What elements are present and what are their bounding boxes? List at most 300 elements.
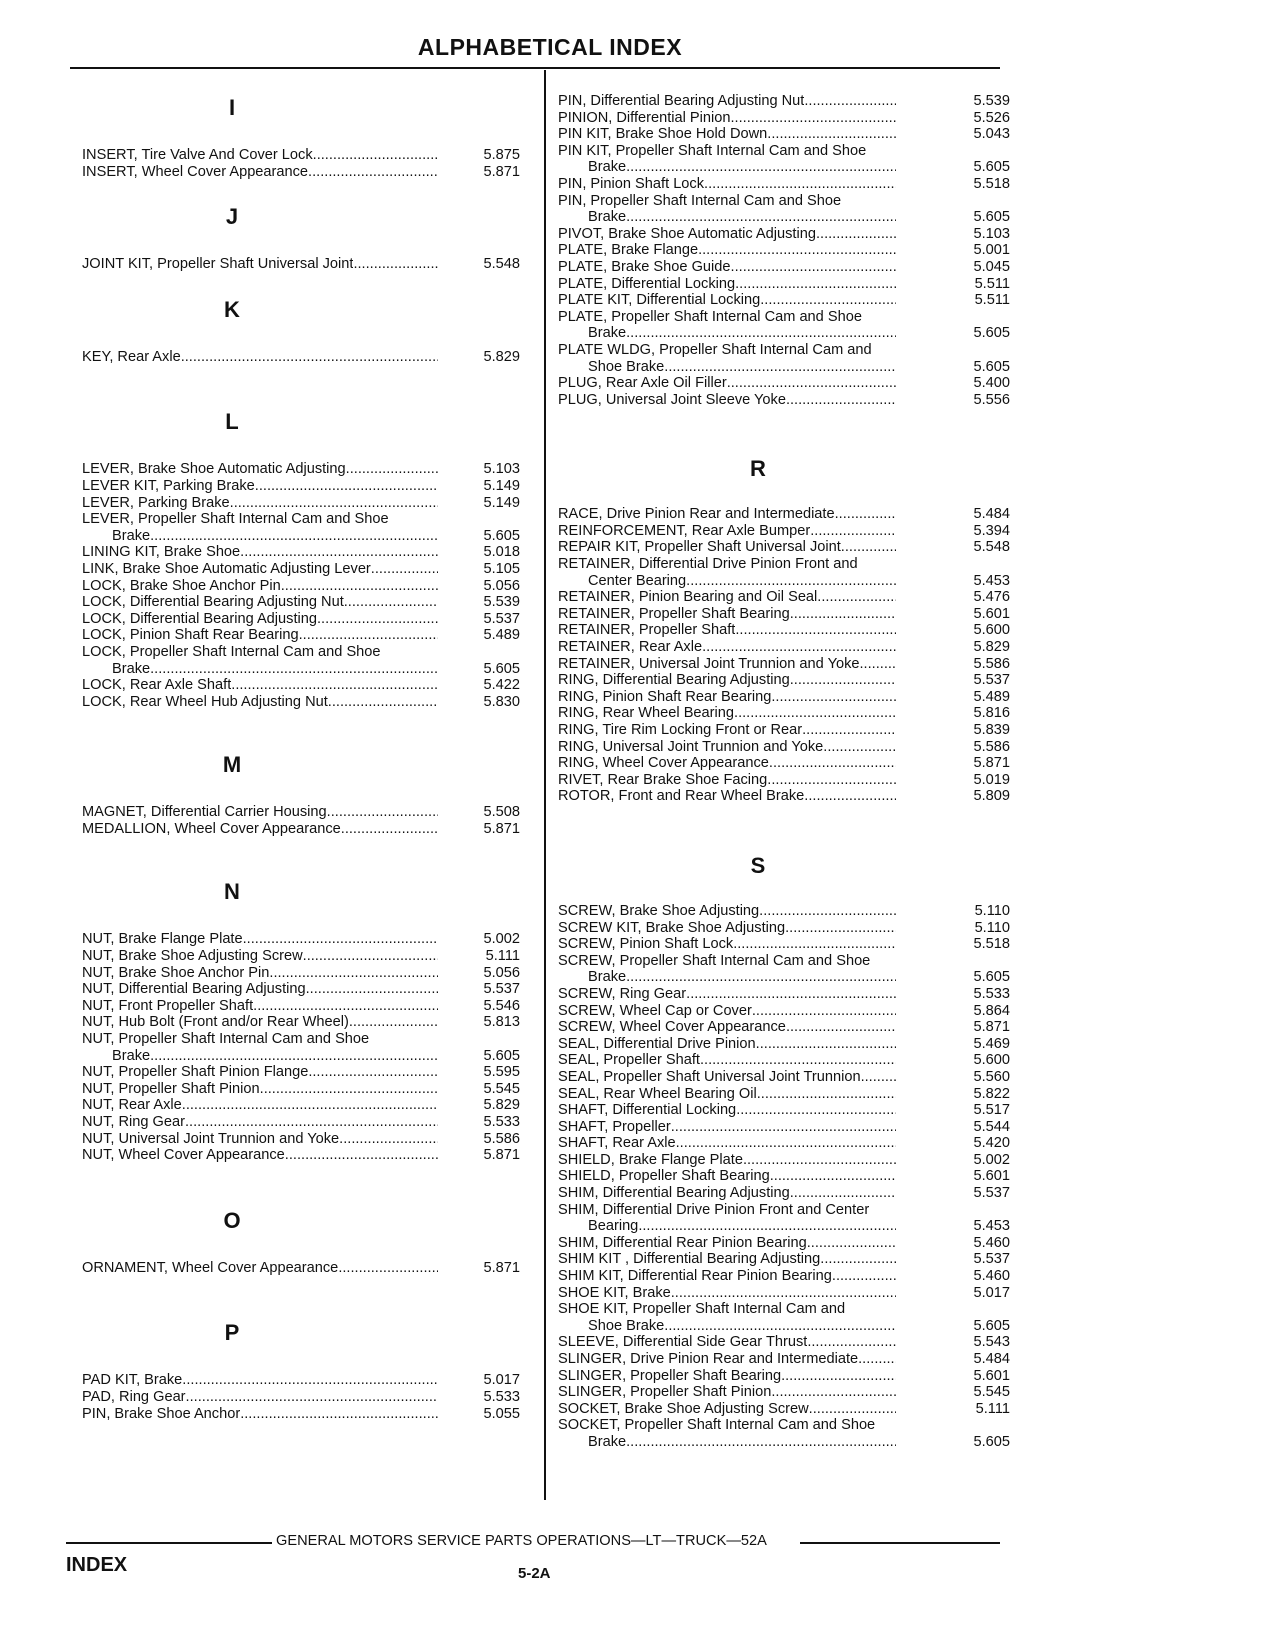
dot-leader [243,931,438,948]
index-entry-label: SHAFT, Rear Axle [558,1135,676,1152]
index-entry-label: SHIM, Differential Drive Pinion Front and Center [558,1201,870,1218]
index-entry [558,1119,1010,1136]
dot-leader [770,1168,897,1185]
index-entry-continuation: Bearing [588,1218,639,1235]
index-entry-page: 5.460 [973,1268,1010,1285]
index-entry-continuation: Brake [112,660,151,677]
index-entry [558,1434,1010,1451]
index-entry [558,1086,1010,1103]
dot-leader [255,478,438,495]
index-entry [82,561,534,578]
index-entry-page: 5.056 [483,964,520,981]
index-entry-label: RETAINER, Pinion Bearing and Oil Seal [558,589,818,606]
index-entry-page: 5.813 [483,1014,520,1031]
index-entry-page: 5.400 [973,375,1010,392]
index-entry-label: NUT, Universal Joint Trunnion and Yoke [82,1130,340,1147]
index-entry-page: 5.601 [973,605,1010,622]
index-entry [558,755,1010,772]
index-entry-page: 5.453 [973,1218,1010,1235]
index-entry [82,998,534,1015]
dot-leader [317,611,438,628]
index-entry [82,147,534,164]
index-entry [558,622,1010,639]
section-letter: S [750,852,766,878]
dot-leader [341,821,438,838]
index-entry-page: 5.605 [973,969,1010,986]
index-entry-page: 5.586 [973,738,1010,755]
index-entry [558,1069,1010,1086]
index-section [82,750,534,837]
index-entry-label: MEDALLION, Wheel Cover Appearance [82,820,341,837]
index-section [558,454,1010,805]
dot-leader [676,1135,897,1152]
index-entry [558,639,1010,656]
dot-leader [230,495,438,512]
index-entry-page: 5.111 [975,1400,1010,1417]
dot-leader [638,1218,896,1235]
index-entry-label: LOCK, Rear Wheel Hub Adjusting Nut [82,693,328,710]
index-entry [82,948,534,965]
dot-leader [299,627,438,644]
index-entry-page: 5.420 [973,1135,1010,1152]
index-entry [82,1147,534,1164]
index-entry-page: 5.871 [483,1147,520,1164]
index-entry-page: 5.548 [483,256,520,273]
index-entry-page: 5.539 [483,594,520,611]
index-entry [82,1389,534,1406]
index-entry [558,259,1010,276]
index-entry [558,772,1010,789]
section-letter: L [225,409,239,435]
index-entry [82,461,534,478]
dot-leader [339,1131,438,1148]
dot-leader [353,256,438,273]
index-entry [82,627,534,644]
index-entry-label: NUT, Propeller Shaft Pinion [82,1080,260,1097]
index-entry-page: 5.103 [483,461,520,478]
dot-leader [757,1086,897,1103]
dot-leader [186,1389,438,1406]
index-entry [558,1334,1010,1351]
index-entry-label: SHOE KIT, Propeller Shaft Internal Cam and [558,1301,846,1318]
dot-leader [809,1401,897,1418]
dot-leader [823,739,896,756]
index-entry-page: 5.045 [973,258,1010,275]
dot-leader [185,1114,438,1131]
index-entry [558,1251,1010,1268]
index-entry-label: PIN, Pinion Shaft Lock [558,175,705,192]
index-entry-label: SCREW, Ring Gear [558,985,687,1002]
index-entry-label: NUT, Wheel Cover Appearance [82,1147,285,1164]
dot-leader [733,936,896,953]
index-entry-page: 5.489 [973,688,1010,705]
index-entry-label: REINFORCEMENT, Rear Axle Bumper [558,522,811,539]
index-entry-page: 5.605 [973,1317,1010,1334]
index-entry-label: SOCKET, Brake Shoe Adjusting Screw [558,1400,809,1417]
section-letter: M [222,752,242,778]
index-entry-label: RING, Rear Wheel Bearing [558,705,735,722]
dot-leader [807,1334,896,1351]
index-entry-label: NUT, Propeller Shaft Internal Cam and Shoe [82,1031,370,1048]
index-entry [82,931,534,948]
index-entry-label: SLINGER, Propeller Shaft Pinion [558,1384,772,1401]
index-entry [82,981,534,998]
index-entry [558,1285,1010,1302]
index-entry-continuation: Brake [112,1047,151,1064]
index-entry-label: PLATE KIT, Differential Locking [558,292,761,309]
index-entry-page: 5.871 [483,1259,520,1276]
index-entry-page: 5.103 [973,225,1010,242]
footer-text: GENERAL MOTORS SERVICE PARTS OPERATIONS—LT—TRUCK—52A [276,1533,767,1549]
index-entry-label: NUT, Differential Bearing Adjusting [82,981,306,998]
index-entry-page: 5.600 [973,1052,1010,1069]
index-entry-page: 5.605 [973,325,1010,342]
index-entry [82,1048,534,1065]
index-entry [558,656,1010,673]
index-entry-page: 5.533 [973,985,1010,1002]
index-entry-label: SHIM, Differential Rear Pinion Bearing [558,1234,807,1251]
index-entry-label: PIN KIT, Brake Shoe Hold Down [558,126,768,143]
index-entry-page: 5.545 [973,1384,1010,1401]
index-entry [82,1260,534,1277]
dot-leader [626,209,896,226]
index-entry-continuation: Brake [588,969,627,986]
dot-leader [704,176,896,193]
dot-leader [785,920,896,937]
index-entry-page: 5.822 [973,1085,1010,1102]
index-entry-label: PAD, Ring Gear [82,1388,186,1405]
dot-leader [626,969,896,986]
dot-leader [281,578,438,595]
index-entry [558,1384,1010,1401]
dot-leader [820,1251,896,1268]
dot-leader [253,998,438,1015]
index-entry [558,1019,1010,1036]
index-entry [82,1014,534,1031]
index-entry-label: SEAL, Propeller Shaft [558,1052,700,1069]
index-entry-label: SCREW, Wheel Cap or Cover [558,1002,752,1019]
index-section [82,202,534,273]
dot-leader [240,544,438,561]
index-entry-page: 5.476 [973,589,1010,606]
index-entry [558,689,1010,706]
dot-leader [308,1064,438,1081]
dot-leader [150,1048,438,1065]
section-letter: R [750,456,766,482]
index-entry-label: RACE, Drive Pinion Rear and Intermediate [558,506,835,523]
index-entry-page: 5.875 [483,147,520,163]
index-entry [558,969,1010,986]
index-entry [558,1052,1010,1069]
dot-leader [756,1036,897,1053]
index-entry [558,1235,1010,1252]
index-entry-page: 5.517 [973,1102,1010,1119]
index-entry-page: 5.017 [483,1372,520,1389]
index-entry-label: JOINT KIT, Propeller Shaft Universal Joint [82,256,354,273]
right-column [558,93,1010,1451]
index-entry-page: 5.545 [483,1080,520,1097]
index-entry-label: SLINGER, Propeller Shaft Bearing [558,1367,782,1384]
index-entry-page: 5.018 [483,544,520,561]
index-entry-label: SHAFT, Differential Locking [558,1102,737,1119]
index-entry-page: 5.830 [483,693,520,710]
dot-leader [786,392,896,409]
index-entry-page: 5.605 [483,660,520,677]
index-entry-page: 5.537 [973,1185,1010,1202]
index-entry [82,1114,534,1131]
index-entry [558,920,1010,937]
index-entry-label: SLEEVE, Differential Side Gear Thrust [558,1334,808,1351]
index-section [558,93,1010,408]
index-entry-page: 5.605 [973,1433,1010,1450]
index-entry-label: INSERT, Tire Valve And Cover Lock [82,147,313,163]
index-entry [558,375,1010,392]
index-entry-continuation: Center Bearing [588,572,687,589]
section-letter: I [228,95,236,120]
index-entry [82,349,534,366]
dot-leader [804,788,896,805]
index-entry-continuation: Brake [588,1433,627,1450]
index-entry-label: PLATE, Brake Shoe Guide [558,258,731,275]
index-entry-page: 5.484 [973,1351,1010,1367]
index-entry-label: PLUG, Rear Axle Oil Filler [558,375,727,392]
index-entry [558,325,1010,342]
index-entry [82,611,534,628]
index-entry-label: LOCK, Differential Bearing Adjusting Nut [82,594,344,611]
index-entry [558,506,1010,523]
index-entry-page: 5.871 [973,1019,1010,1036]
index-entry-page: 5.829 [483,348,520,365]
index-entry-label: RETAINER, Differential Drive Pinion Front and [558,556,858,573]
footer-rule-left [66,1542,272,1544]
index-entry-label: LINING KIT, Brake Shoe [82,544,241,561]
dot-leader [841,539,897,556]
index-entry [82,1097,534,1114]
index-entry-page: 5.055 [483,1405,520,1422]
index-entry [558,292,1010,309]
index-entry-continuation: Brake [588,159,627,176]
index-entry-page: 5.019 [973,771,1010,788]
index-entry-label: PLUG, Universal Joint Sleeve Yoke [558,391,786,408]
dot-leader [816,226,896,243]
index-entry-label: LEVER, Parking Brake [82,494,230,511]
index-entry [558,1318,1010,1335]
dot-leader [686,986,896,1003]
index-entry-label: SHIELD, Brake Flange Plate [558,1151,743,1168]
index-entry-label: LEVER KIT, Parking Brake [82,477,255,494]
index-section [82,1206,534,1277]
index-entry-label: NUT, Brake Shoe Adjusting Screw [82,948,303,965]
index-entry-page: 5.829 [483,1097,520,1114]
dot-leader [308,164,438,181]
dot-leader [767,772,896,789]
index-entry [558,1036,1010,1053]
index-entry-page: 5.544 [973,1118,1010,1135]
index-entry-label: NUT, Rear Axle [82,1097,182,1114]
index-entry-label: LEVER, Propeller Shaft Internal Cam and Shoe [82,511,389,528]
index-entry-page: 5.595 [483,1064,520,1081]
dot-leader [858,1351,896,1368]
dot-leader [349,1014,438,1031]
index-entry-page: 5.816 [973,705,1010,722]
index-entry-label: RETAINER, Universal Joint Trunnion and Yoke [558,655,860,672]
index-entry-label: PLATE WLDG, Propeller Shaft Internal Cam and [558,341,872,358]
dot-leader [664,1318,896,1335]
dot-leader [810,523,896,540]
index-entry [558,1185,1010,1202]
index-entry [82,1372,534,1389]
index-entry [558,903,1010,920]
index-entry-label: RING, Universal Joint Trunnion and Yoke [558,738,824,755]
index-section [82,93,534,180]
index-entry-page: 5.586 [973,655,1010,672]
dot-leader [328,694,438,711]
index-entry [558,739,1010,756]
dot-leader [671,1119,897,1136]
index-entry-label: LOCK, Differential Bearing Adjusting [82,610,317,627]
index-entry-page: 5.056 [483,577,520,594]
index-entry-label: SCREW, Brake Shoe Adjusting [558,902,760,919]
index-entry-page: 5.871 [483,820,520,837]
page-number: 5-2A [518,1565,551,1582]
index-entry [558,1135,1010,1152]
index-entry-page: 5.511 [974,275,1010,292]
index-entry-page: 5.518 [973,936,1010,953]
index-entry [558,93,1010,110]
index-entry-page: 5.605 [973,209,1010,226]
dot-leader [150,528,438,545]
dot-leader [260,1081,438,1098]
index-entry-page: 5.537 [973,672,1010,689]
index-entry [558,573,1010,590]
index-entry [82,544,534,561]
index-entry-page: 5.605 [973,159,1010,176]
index-entry-page: 5.871 [973,755,1010,772]
index-entry [82,965,534,982]
index-entry-page: 5.017 [973,1284,1010,1301]
index-section [558,851,1010,1451]
dot-leader [790,1185,897,1202]
index-entry-page: 5.453 [973,572,1010,589]
index-entry-page: 5.605 [483,1047,520,1064]
index-entry [558,1368,1010,1385]
index-entry [558,159,1010,176]
index-entry-page: 5.460 [973,1234,1010,1251]
index-entry-label: RING, Wheel Cover Appearance [558,755,769,772]
index-section [82,295,534,366]
footer-rule-right [800,1542,1000,1544]
dot-leader [240,1406,438,1423]
dot-leader [861,1069,897,1086]
dot-leader [781,1368,896,1385]
index-entry-page: 5.422 [483,677,520,694]
index-entry-page: 5.469 [973,1035,1010,1052]
dot-leader [285,1147,438,1164]
index-entry [558,1102,1010,1119]
index-entry-continuation: Brake [588,325,627,342]
index-entry-page: 5.533 [483,1114,520,1130]
index-entry [558,110,1010,127]
dot-leader [702,639,896,656]
dot-leader [804,93,896,110]
page-title: ALPHABETICAL INDEX [417,34,683,60]
dot-leader [769,755,896,772]
index-section [82,1318,534,1422]
index-entry [558,539,1010,556]
dot-leader [231,677,438,694]
dot-leader [671,1285,897,1302]
index-entry-label: LEVER, Brake Shoe Automatic Adjusting [82,461,346,478]
index-entry-label: PIN KIT, Propeller Shaft Internal Cam and Shoe [558,142,867,159]
index-entry-page: 5.537 [973,1251,1010,1268]
index-entry [558,226,1010,243]
index-entry-label: INSERT, Wheel Cover Appearance [82,163,309,180]
index-entry [82,1131,534,1148]
dot-leader [626,325,896,342]
index-entry-label: LOCK, Rear Axle Shaft [82,677,232,694]
index-entry-page: 5.043 [973,126,1010,143]
index-entry-page: 5.111 [485,948,520,965]
index-entry-page: 5.586 [483,1130,520,1147]
index-entry-page: 5.484 [973,506,1010,523]
dot-leader [807,1235,897,1252]
column-divider [544,70,546,1500]
dot-leader [786,1019,896,1036]
index-entry-label: NUT, Brake Flange Plate [82,931,243,948]
index-entry [82,164,534,181]
section-letter: N [224,879,240,905]
index-entry-label: SHIELD, Propeller Shaft Bearing [558,1168,770,1185]
index-entry-label: ORNAMENT, Wheel Cover Appearance [82,1259,339,1276]
top-rule [70,67,1000,69]
index-entry-page: 5.864 [973,1002,1010,1019]
index-entry [558,672,1010,689]
index-entry-page: 5.605 [483,527,520,544]
dot-leader [731,259,897,276]
dot-leader [735,622,896,639]
index-entry-label: RING, Tire Rim Locking Front or Rear [558,722,803,738]
index-entry-label: PLATE, Differential Locking [558,275,736,292]
index-entry-continuation: Brake [588,209,627,226]
index-entry-label: RIVET, Rear Brake Shoe Facing [558,771,768,788]
index-entry-label: SHIM, Differential Bearing Adjusting [558,1185,790,1202]
index-entry-label: SEAL, Rear Wheel Bearing Oil [558,1085,757,1102]
index-entry-label: SHOE KIT, Brake [558,1284,671,1301]
index-entry [558,1218,1010,1235]
dot-leader [346,461,438,478]
index-entry-page: 5.560 [973,1068,1010,1085]
index-entry-label: NUT, Ring Gear [82,1114,185,1130]
index-entry-page: 5.829 [973,639,1010,656]
index-entry [558,722,1010,739]
dot-leader [664,359,896,376]
index-entry-page: 5.149 [483,477,520,494]
index-entry-page: 5.489 [483,627,520,644]
index-entry [558,126,1010,143]
index-entry-continuation: Shoe Brake [588,1317,665,1334]
dot-leader [734,705,896,722]
index-entry [558,1168,1010,1185]
section-letter: J [225,204,239,230]
index-entry-label: SOCKET, Propeller Shaft Internal Cam and Shoe [558,1417,876,1434]
index-entry-page: 5.601 [973,1367,1010,1384]
dot-leader [700,1052,896,1069]
index-entry [558,936,1010,953]
index-entry-label: SCREW KIT, Brake Shoe Adjusting [558,919,786,936]
index-entry-page: 5.394 [973,522,1010,539]
dot-leader [802,722,896,739]
index-entry-label: PLATE, Brake Flange [558,242,699,259]
